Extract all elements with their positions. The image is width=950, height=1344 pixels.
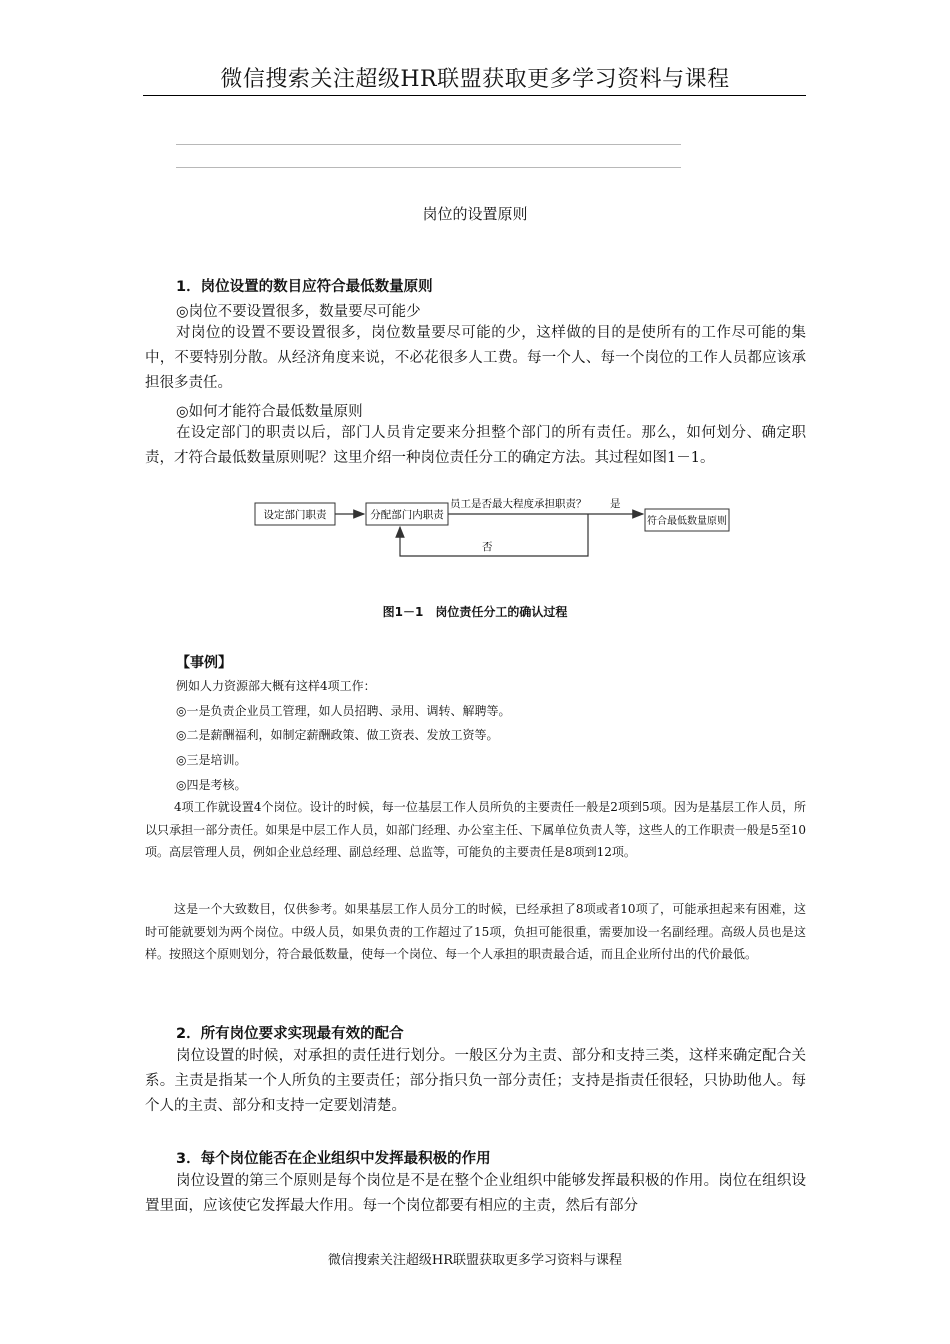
section-2-heading: 2．所有岗位要求实现最有效的配合 [176,1026,404,1042]
blank-rule-1 [176,144,681,145]
case-item-2: ◎二是薪酬福利，如制定薪酬政策、做工资表、发放工资等。 [176,728,499,742]
section-1-bullet-1: ◎岗位不要设置很多，数量要尽可能少 [176,304,421,320]
flow-box-assign-duties-label: 分配部门内职责 [370,509,444,521]
case-title: 【事例】 [176,655,232,671]
section-1-heading: 1．岗位设置的数目应符合最低数量原则 [176,279,433,295]
section-1-paragraph-1: 对岗位的设置不要设置很多，岗位数量要尽可能的少，这样做的目的是使所有的工作尽可能的集中，不要特别分散。从经济角度来说，不必花很多人工费。每一个人、每一个岗位的工作人员都应该承担很多责任。 [145,325,806,391]
case-item-4: ◎四是考核。 [176,778,247,792]
flow-yes-label: 是 [610,498,621,510]
case-item-1: ◎一是负责企业员工管理，如人员招聘、录用、调转、解聘等。 [176,704,511,718]
flow-diagram [250,494,740,566]
blank-rule-2 [176,167,681,168]
case-item-3: ◎三是培训。 [176,753,247,767]
section-1-bullet-2: ◎如何才能符合最低数量原则 [176,404,363,420]
case-paragraph-1: 4项工作就设置4个岗位。设计的时候，每一位基层工作人员所负的主要责任一般是2项到5项。因为是基层工作人员，所以只承担一部分责任。如果是中层工作人员，如部门经理、办公室主任、下属单位负责人等，这些人的工作职责一般是5至10项。高层管理人员，例如企业总经理、副总经理、总监等，可能负的主要责任是8项到12项。 [145,800,806,859]
figure-caption: 图1－1 岗位责任分工的确认过程 [382,605,568,619]
case-paragraph-2: 这是一个大致数目，仅供参考。如果基层工作人员分工的时候，已经承担了8项或者10项了，可能承担起来有困难，这时可能就要划为两个岗位。中级人员，如果负责的工作超过了15项，负担可能很重，需要加设一名副经理。高级人员也是这样。按照这个原则划分，符合最低数量，使每一个岗位、每一个人承担的职责最合适，而且企业所付出的代价最低。 [145,902,806,961]
header-divider [143,95,806,96]
section-3-paragraph: 岗位设置的第三个原则是每个岗位是不是在整个企业组织中能够发挥最积极的作用。岗位在组织设置里面，应该使它发挥最大作用。每一个岗位都要有相应的主责，然后有部分 [145,1173,806,1214]
page-footer: 微信搜索关注超级HR联盟获取更多学习资料与课程 [327,1253,623,1268]
page-header: 微信搜索关注超级HR联盟获取更多学习资料与课程 [220,67,730,92]
case-intro: 例如人力资源部大概有这样4项工作： [176,679,376,693]
flow-no-label: 否 [482,541,493,553]
section-1-paragraph-2: 在设定部门的职责以后，部门人员肯定要来分担整个部门的所有责任。那么，如何划分、确定职责，才符合最低数量原则呢？这里介绍一种岗位责任分工的确定方法。其过程如图1－1。 [145,425,806,466]
flow-box-min-quantity-label: 符合最低数量原则 [647,516,727,527]
section-2-paragraph: 岗位设置的时候，对承担的责任进行划分。一般区分为主责、部分和支持三类，这样来确定配合关系。主责是指某一个人所负的主要责任；部分指只负一部分责任；支持是指责任很轻，只协助他人。每个人的主责、部分和支持一定要划清楚。 [145,1048,806,1114]
flow-box-set-duties-label: 设定部门职责 [263,509,327,521]
section-3-heading: 3．每个岗位能否在企业组织中发挥最积极的作用 [176,1151,491,1167]
flow-question-label: 员工是否最大程度承担职责？ [450,498,587,510]
document-title: 岗位的设置原则 [422,205,528,223]
